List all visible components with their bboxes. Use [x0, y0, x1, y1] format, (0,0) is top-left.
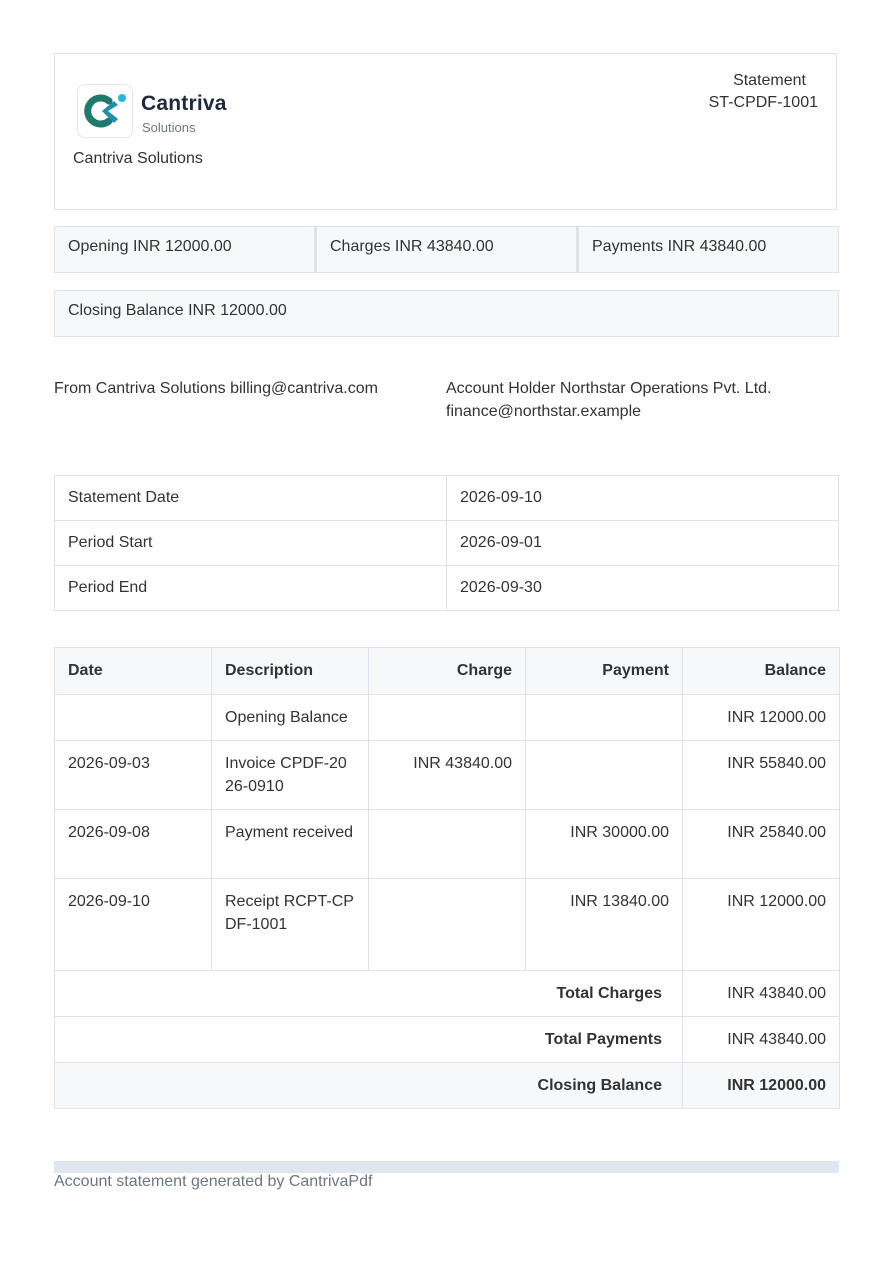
company-name: Cantriva Solutions	[73, 150, 203, 167]
cell-payment	[526, 741, 683, 810]
summary-opening: Opening INR 12000.00	[54, 226, 315, 273]
cell-date: 2026-09-03	[55, 741, 212, 810]
closing-balance-row	[55, 1063, 840, 1109]
meta-value: 2026-09-30	[447, 566, 839, 611]
cell-description: Opening Balance	[212, 695, 369, 741]
transactions-table	[54, 647, 840, 1109]
meta-row	[55, 566, 839, 611]
col-header-payment: Payment	[526, 648, 683, 695]
table-row	[55, 741, 840, 810]
table-row	[55, 879, 840, 971]
cell-date: 2026-09-08	[55, 810, 212, 879]
col-header-charge: Charge	[369, 648, 526, 695]
cell-charge	[369, 879, 526, 971]
summary-row	[54, 226, 839, 273]
cell-balance: INR 55840.00	[683, 741, 840, 810]
col-header-description: Description	[212, 648, 369, 695]
meta-row	[55, 476, 839, 521]
party-account-holder: Account Holder Northstar Operations Pvt. Ltd. finance@northstar.example	[446, 380, 772, 420]
summary-closing-balance: Closing Balance INR 12000.00	[54, 290, 839, 337]
logo-tagline: Solutions	[142, 120, 196, 135]
col-header-date: Date	[55, 648, 212, 695]
table-row	[55, 695, 840, 741]
meta-label: Period Start	[55, 521, 447, 566]
footer-text: Account statement generated by CantrivaPdf	[54, 1173, 373, 1190]
statement-number: ST-CPDF-1001	[708, 94, 818, 111]
cell-date: 2026-09-10	[55, 879, 212, 971]
total-payments-value: INR 43840.00	[683, 1017, 840, 1063]
cell-charge	[369, 810, 526, 879]
total-charges-label: Total Charges	[55, 971, 683, 1017]
statement-meta-table	[54, 475, 839, 611]
logo-mark-icon	[78, 85, 132, 137]
cell-description: Receipt RCPT-CPDF-1001	[212, 879, 369, 971]
meta-value: 2026-09-10	[447, 476, 839, 521]
logo-wordmark: Cantriva	[141, 92, 227, 115]
summary-charges: Charges INR 43840.00	[315, 226, 577, 273]
cell-payment	[526, 695, 683, 741]
meta-value: 2026-09-01	[447, 521, 839, 566]
closing-balance-label: Closing Balance	[55, 1063, 683, 1109]
total-row	[55, 1017, 840, 1063]
cell-balance: INR 25840.00	[683, 810, 840, 879]
company-logo-icon	[77, 84, 133, 138]
total-row	[55, 971, 840, 1017]
cell-charge: INR 43840.00	[369, 741, 526, 810]
statement-label: Statement	[733, 72, 806, 89]
cell-charge	[369, 695, 526, 741]
total-payments-label: Total Payments	[55, 1017, 683, 1063]
table-header-row	[55, 648, 840, 695]
footer-divider	[54, 1161, 839, 1173]
cell-date	[55, 695, 212, 741]
cell-payment: INR 13840.00	[526, 879, 683, 971]
meta-label: Period End	[55, 566, 447, 611]
cell-balance: INR 12000.00	[683, 879, 840, 971]
cell-description: Invoice CPDF-2026-0910	[212, 741, 369, 810]
party-from: From Cantriva Solutions billing@cantriva.com	[54, 380, 378, 397]
total-charges-value: INR 43840.00	[683, 971, 840, 1017]
col-header-balance: Balance	[683, 648, 840, 695]
cell-description: Payment received	[212, 810, 369, 879]
cell-payment: INR 30000.00	[526, 810, 683, 879]
table-row	[55, 810, 840, 879]
cell-balance: INR 12000.00	[683, 695, 840, 741]
meta-row	[55, 521, 839, 566]
summary-payments: Payments INR 43840.00	[577, 226, 839, 273]
statement-header	[54, 53, 837, 210]
closing-balance-value: INR 12000.00	[683, 1063, 840, 1109]
meta-label: Statement Date	[55, 476, 447, 521]
